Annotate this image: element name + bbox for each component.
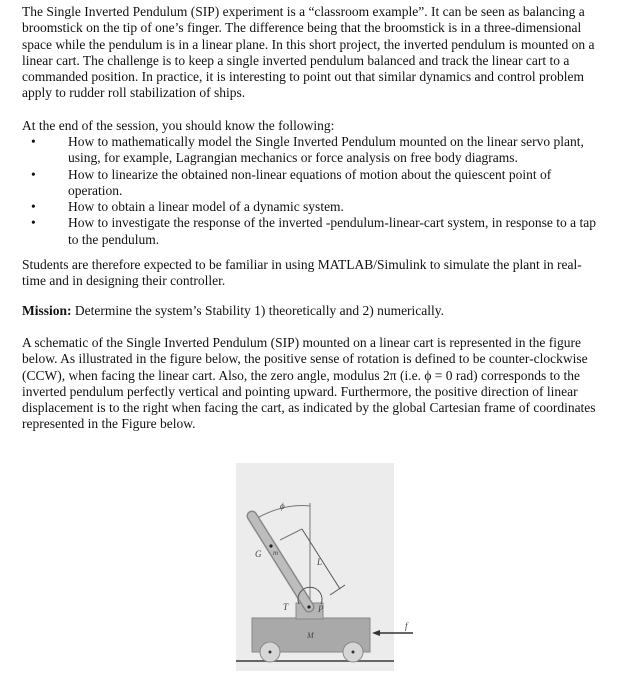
list-item bbox=[22, 167, 618, 200]
bullet-icon: • bbox=[31, 166, 36, 182]
f-label: f bbox=[405, 621, 408, 631]
g-label: G bbox=[255, 549, 262, 559]
schematic-paragraph: A schematic of the Single Inverted Pendulum (SIP) mounted on a linear cart is represented in the figure below. As illustrated in the figure below, the positive sense of rotation is defined to be counter-clockwise (CCW), when facing the linear cart. Also, the zero angle, modulus 2π (i.e. ϕ = 0 rad) corresponds to the inverted pendulum perfectly vertical and pointing upward. Furthermore, the positive direction of linear displacement is to the right when facing the cart, as indicated by the global Cartesian frame of coordinates represented in the Figure below. bbox=[22, 335, 596, 432]
mission-text: Determine the system’s Stability 1) theoretically and 2) numerically. bbox=[71, 303, 445, 318]
center-of-mass bbox=[269, 544, 272, 547]
bullet-icon: • bbox=[31, 215, 36, 231]
students-paragraph: Students are therefore expected to be familiar in using MATLAB/Simulink to simulate the plant in real- time and in designing their controller. bbox=[22, 257, 582, 289]
intro-paragraph: The Single Inverted Pendulum (SIP) experiment is a “classroom example”. It can be seen as balancing a broomstick on the tip of one’s finger. The difference being that the broomstick is in a three-dimensional space while the pendulum is in a linear plane. In this short project, the inverted pendulum is mounted on a linear cart. The challenge is to keep a single inverted pendulum balanced and track the linear cart to a commanded position. In practice, it is interesting to point out that similar dynamics and control problem apply to rudder roll stabilization of ships. bbox=[22, 4, 595, 101]
objective-text: How to linearize the obtained non-linear equations of motion about the quiescent point of operation. bbox=[68, 166, 552, 198]
bullet-icon: • bbox=[31, 199, 36, 215]
mission-paragraph bbox=[22, 303, 618, 319]
wheel-right bbox=[343, 642, 363, 662]
m-cart-label: M bbox=[307, 631, 314, 640]
bullet-icon: • bbox=[31, 134, 36, 149]
phi-label: ϕ bbox=[280, 501, 285, 511]
m-label: m bbox=[273, 549, 279, 557]
objectives-list bbox=[22, 134, 618, 248]
mission-label: Mission: bbox=[22, 303, 72, 318]
list-item bbox=[22, 215, 618, 248]
pendulum-cart-figure bbox=[236, 463, 408, 671]
list-item bbox=[22, 199, 618, 215]
objective-text: How to investigate the response of the inverted -pendulum-linear-cart system, in response to a tap to the pendulum. bbox=[68, 215, 596, 247]
objectives-heading: At the end of the session, you should know the following: bbox=[22, 118, 335, 133]
l-label: L bbox=[317, 557, 323, 567]
list-item bbox=[22, 134, 618, 167]
t-label: T bbox=[283, 602, 289, 612]
wheel-left bbox=[260, 642, 280, 662]
objective-text: How to mathematically model the Single Inverted Pendulum mounted on the linear servo plant, using, for example, Lagrangian mechanics or force analysis on free body diagrams. bbox=[68, 134, 584, 166]
objective-text: How to obtain a linear model of a dynamic system. bbox=[68, 199, 344, 215]
p-label: P bbox=[318, 604, 324, 614]
pivot-point bbox=[307, 605, 310, 608]
